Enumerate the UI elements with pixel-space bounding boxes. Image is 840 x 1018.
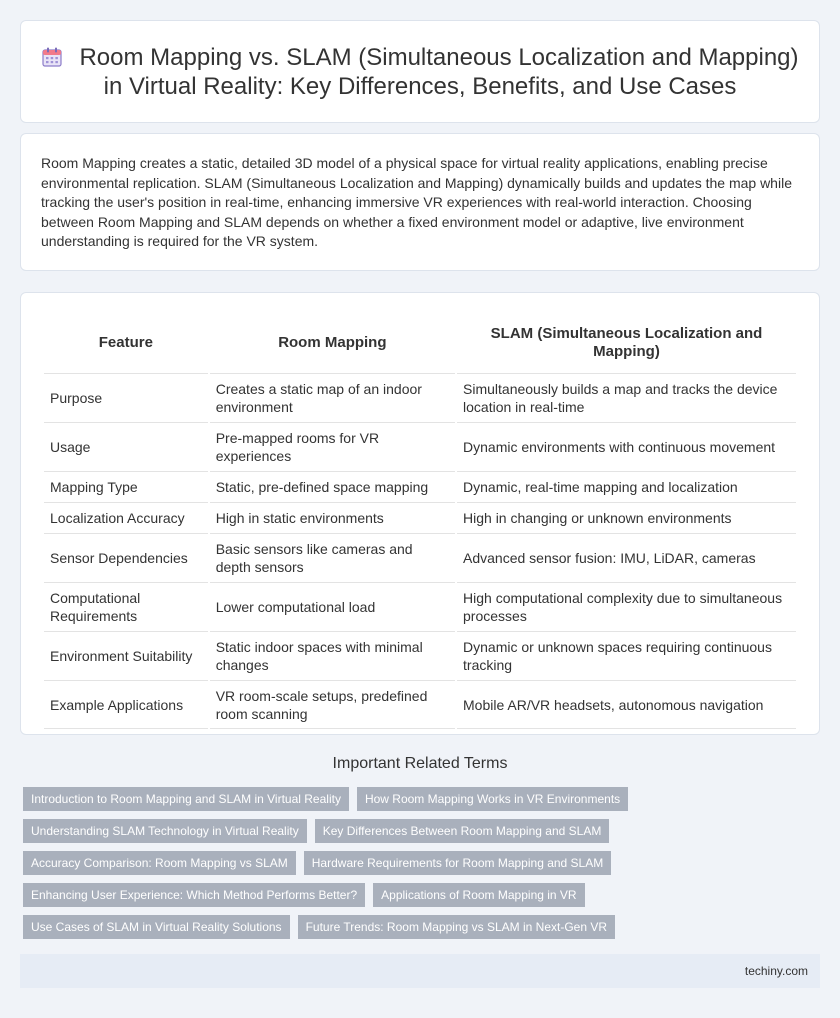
cell-feature: Localization Accuracy <box>44 502 208 533</box>
cell-slam: Dynamic environments with continuous movement <box>457 422 796 471</box>
cell-feature: Computational Requirements <box>44 582 208 631</box>
table-row <box>44 533 796 582</box>
table-row <box>44 471 796 502</box>
cell-room-mapping: Basic sensors like cameras and depth sensors <box>210 533 455 582</box>
tag-row <box>23 851 823 875</box>
page-title-text: Room Mapping vs. SLAM (Simultaneous Localization and Mapping) in Virtual Reality: Key Differences, Benefits, and Use Cases <box>79 43 799 100</box>
cell-slam: Advanced sensor fusion: IMU, LiDAR, cameras <box>457 533 796 582</box>
tag-row <box>23 787 823 811</box>
header-room-mapping: Room Mapping <box>278 334 387 351</box>
table-row <box>44 373 796 422</box>
intro-paragraph: Room Mapping creates a static, detailed 3D model of a physical space for virtual reality applications, enabling precise environmental replication. SLAM (Simultaneous Localization and Mapping) dynamically builds and updates the map while tracking the user's position in real-time, enhancing immersive VR experiences with real-world interaction. Choosing between Room Mapping and SLAM depends on whether a fixed environment model or adaptive, live environment understanding is required for the VR system. <box>41 155 792 249</box>
footer <box>20 954 820 988</box>
table-row <box>44 631 796 680</box>
cell-feature: Usage <box>44 422 208 471</box>
related-term-link[interactable]: Hardware Requirements for Room Mapping and SLAM <box>304 851 611 875</box>
cell-slam: High in changing or unknown environments <box>457 502 796 533</box>
table-row <box>44 502 796 533</box>
table-row <box>44 422 796 471</box>
cell-slam: High computational complexity due to simultaneous processes <box>457 582 796 631</box>
related-term-link[interactable]: Enhancing User Experience: Which Method Performs Better? <box>23 883 365 907</box>
cell-room-mapping: Creates a static map of an indoor environment <box>210 373 455 422</box>
related-term-link[interactable]: Applications of Room Mapping in VR <box>373 883 584 907</box>
cell-room-mapping: High in static environments <box>210 502 455 533</box>
cell-room-mapping: Pre-mapped rooms for VR experiences <box>210 422 455 471</box>
table-row <box>44 680 796 729</box>
table-header-row <box>44 313 796 373</box>
related-term-link[interactable]: Future Trends: Room Mapping vs SLAM in Next-Gen VR <box>298 915 615 939</box>
cell-room-mapping: Static, pre-defined space mapping <box>210 471 455 502</box>
cell-feature: Purpose <box>44 373 208 422</box>
cell-slam: Mobile AR/VR headsets, autonomous navigation <box>457 680 796 729</box>
cell-slam: Dynamic or unknown spaces requiring continuous tracking <box>457 631 796 680</box>
tag-row <box>23 915 823 939</box>
related-terms-list <box>23 787 823 947</box>
related-term-link[interactable]: Accuracy Comparison: Room Mapping vs SLAM <box>23 851 296 875</box>
comparison-table <box>42 313 798 729</box>
table-row <box>44 582 796 631</box>
page-title <box>21 43 819 101</box>
related-term-link[interactable]: Use Cases of SLAM in Virtual Reality Solutions <box>23 915 290 939</box>
title-card <box>20 20 820 123</box>
cell-feature: Environment Suitability <box>44 631 208 680</box>
related-term-link[interactable]: How Room Mapping Works in VR Environments <box>357 787 628 811</box>
header-feature: Feature <box>98 334 153 351</box>
cell-feature: Sensor Dependencies <box>44 533 208 582</box>
cell-room-mapping: VR room-scale setups, predefined room scanning <box>210 680 455 729</box>
cell-slam: Dynamic, real-time mapping and localization <box>457 471 796 502</box>
cell-feature: Mapping Type <box>44 471 208 502</box>
related-terms-title: Important Related Terms <box>332 755 508 772</box>
cell-feature: Example Applications <box>44 680 208 729</box>
cell-room-mapping: Static indoor spaces with minimal changes <box>210 631 455 680</box>
related-term-link[interactable]: Understanding SLAM Technology in Virtual Reality <box>23 819 307 843</box>
cell-slam: Simultaneously builds a map and tracks the device location in real-time <box>457 373 796 422</box>
calendar-icon <box>41 46 63 68</box>
related-term-link[interactable]: Key Differences Between Room Mapping and SLAM <box>315 819 610 843</box>
cell-room-mapping: Lower computational load <box>210 582 455 631</box>
related-term-link[interactable]: Introduction to Room Mapping and SLAM in Virtual Reality <box>23 787 349 811</box>
comparison-card <box>20 292 820 735</box>
header-slam: SLAM (Simultaneous Localization and Mapping) <box>490 325 763 360</box>
tag-row <box>23 883 823 907</box>
tag-row <box>23 819 823 843</box>
intro-card <box>20 133 820 271</box>
footer-site-link[interactable]: techiny.com <box>744 964 808 978</box>
